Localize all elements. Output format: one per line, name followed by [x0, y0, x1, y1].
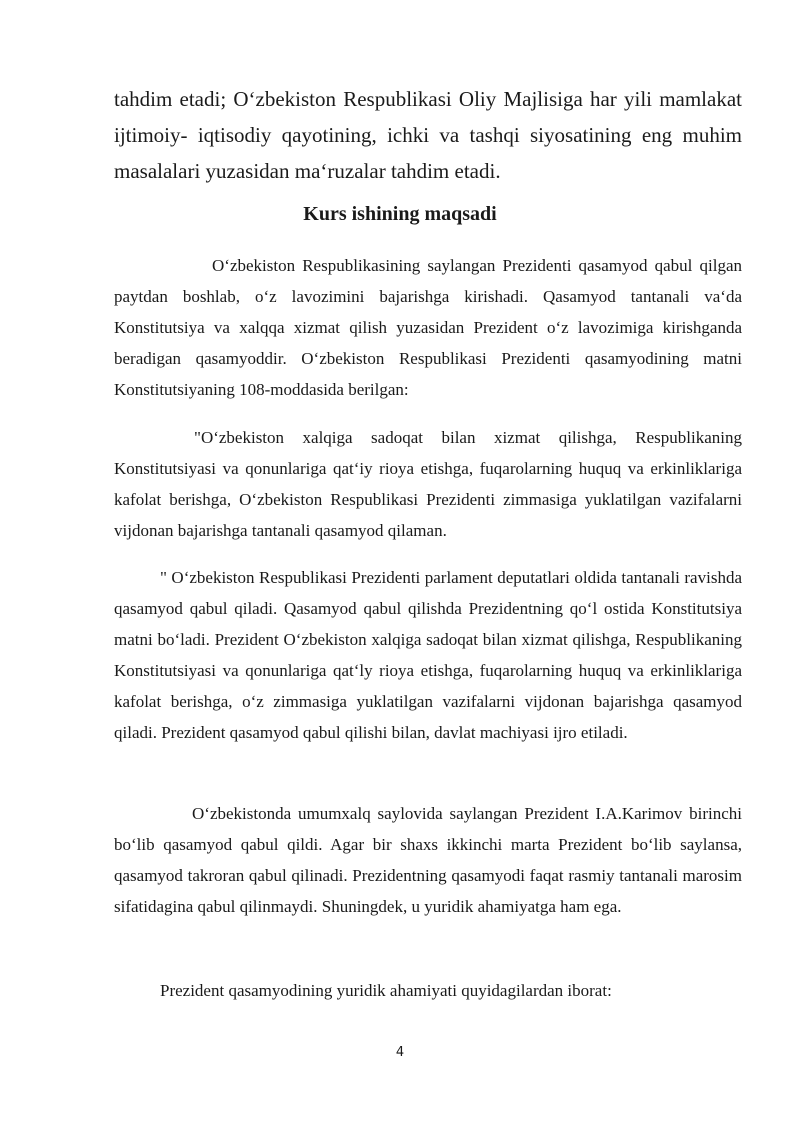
body-paragraph-3: " O‘zbekiston Respublikasi Prezidenti parlament deputatlari oldida tantanali ravishda qasamyod qabul qiladi. Qasamyod qabul qilishda Prezidentning qo‘l ostida Konstitutsiya matni bo‘ladi. Prezident O‘zbekiston xalqiga sadoqat bilan xizmat qilishga, Respublikaning Konstitutsiyasi va qonunlariga qat‘ly rioya etishga, fuqarolarning huquq va erkinliklariga kafolat berishga, o‘z zimmasiga yuklatilgan vazifalarni vijdonan bajarishga qasamyod qiladi. Prezident qasamyod qabul qilishi bilan, davlat machiyasi ijro etiladi. [114, 568, 742, 742]
section-heading: Kurs ishining maqsadi [303, 203, 497, 225]
page-number: 4 [395, 1045, 405, 1060]
body-paragraph-4: O‘zbekistonda umumxalq saylovida saylangan Prezident I.A.Karimov birinchi bo‘lib qasamyod qabul qildi. Agar bir shaxs ikkinchi marta Prezident bo‘lib saylansa, qasamyod takroran qabul qilinadi. Prezidentning qasamyodi faqat rasmiy tantanali marosim sifatidagina qabul qilinmaydi. Shuningdek, u yuridik ahamiyatga ham ega. [114, 804, 742, 916]
intro-paragraph: tahdim etadi; O‘zbekiston Respublikasi Oliy Majlisiga har yili mamlakat ijtimoiy- iqtisodiy qayotining, ichki va tashqi siyosatining eng muhim masalalari yuzasidan ma‘ruzalar tahdim etadi. [114, 87, 742, 183]
body-paragraph-5: Prezident qasamyodining yuridik ahamiyati quyidagilardan iborat: [160, 981, 612, 1000]
body-paragraph-1: O‘zbekiston Respublikasining saylangan Prezidenti qasamyod qabul qilgan paytdan boshlab, o‘z lavozimini bajarishga kirishadi. Qasamyod tantanali va‘da Konstitutsiya va xalqqa xizmat qilish yuzasidan Prezident o‘z lavozimiga kirishganda beradigan qasamyoddir. O‘zbekiston Respublikasi Prezidenti qasamyodining matni Konstitutsiyaning 108-moddasida berilgan: [114, 256, 742, 399]
body-paragraph-2: "O‘zbekiston xalqiga sadoqat bilan xizmat qilishga, Respublikaning Konstitutsiyasi va qonunlariga qat‘iy rioya etishga, fuqarolarning huquq va erkinliklariga kafolat berishga, O‘zbekiston Respublikasi Prezidenti zimmasiga yuklatilgan vazifalarni vijdonan bajarishga tantanali qasamyod qilaman. [114, 428, 742, 540]
